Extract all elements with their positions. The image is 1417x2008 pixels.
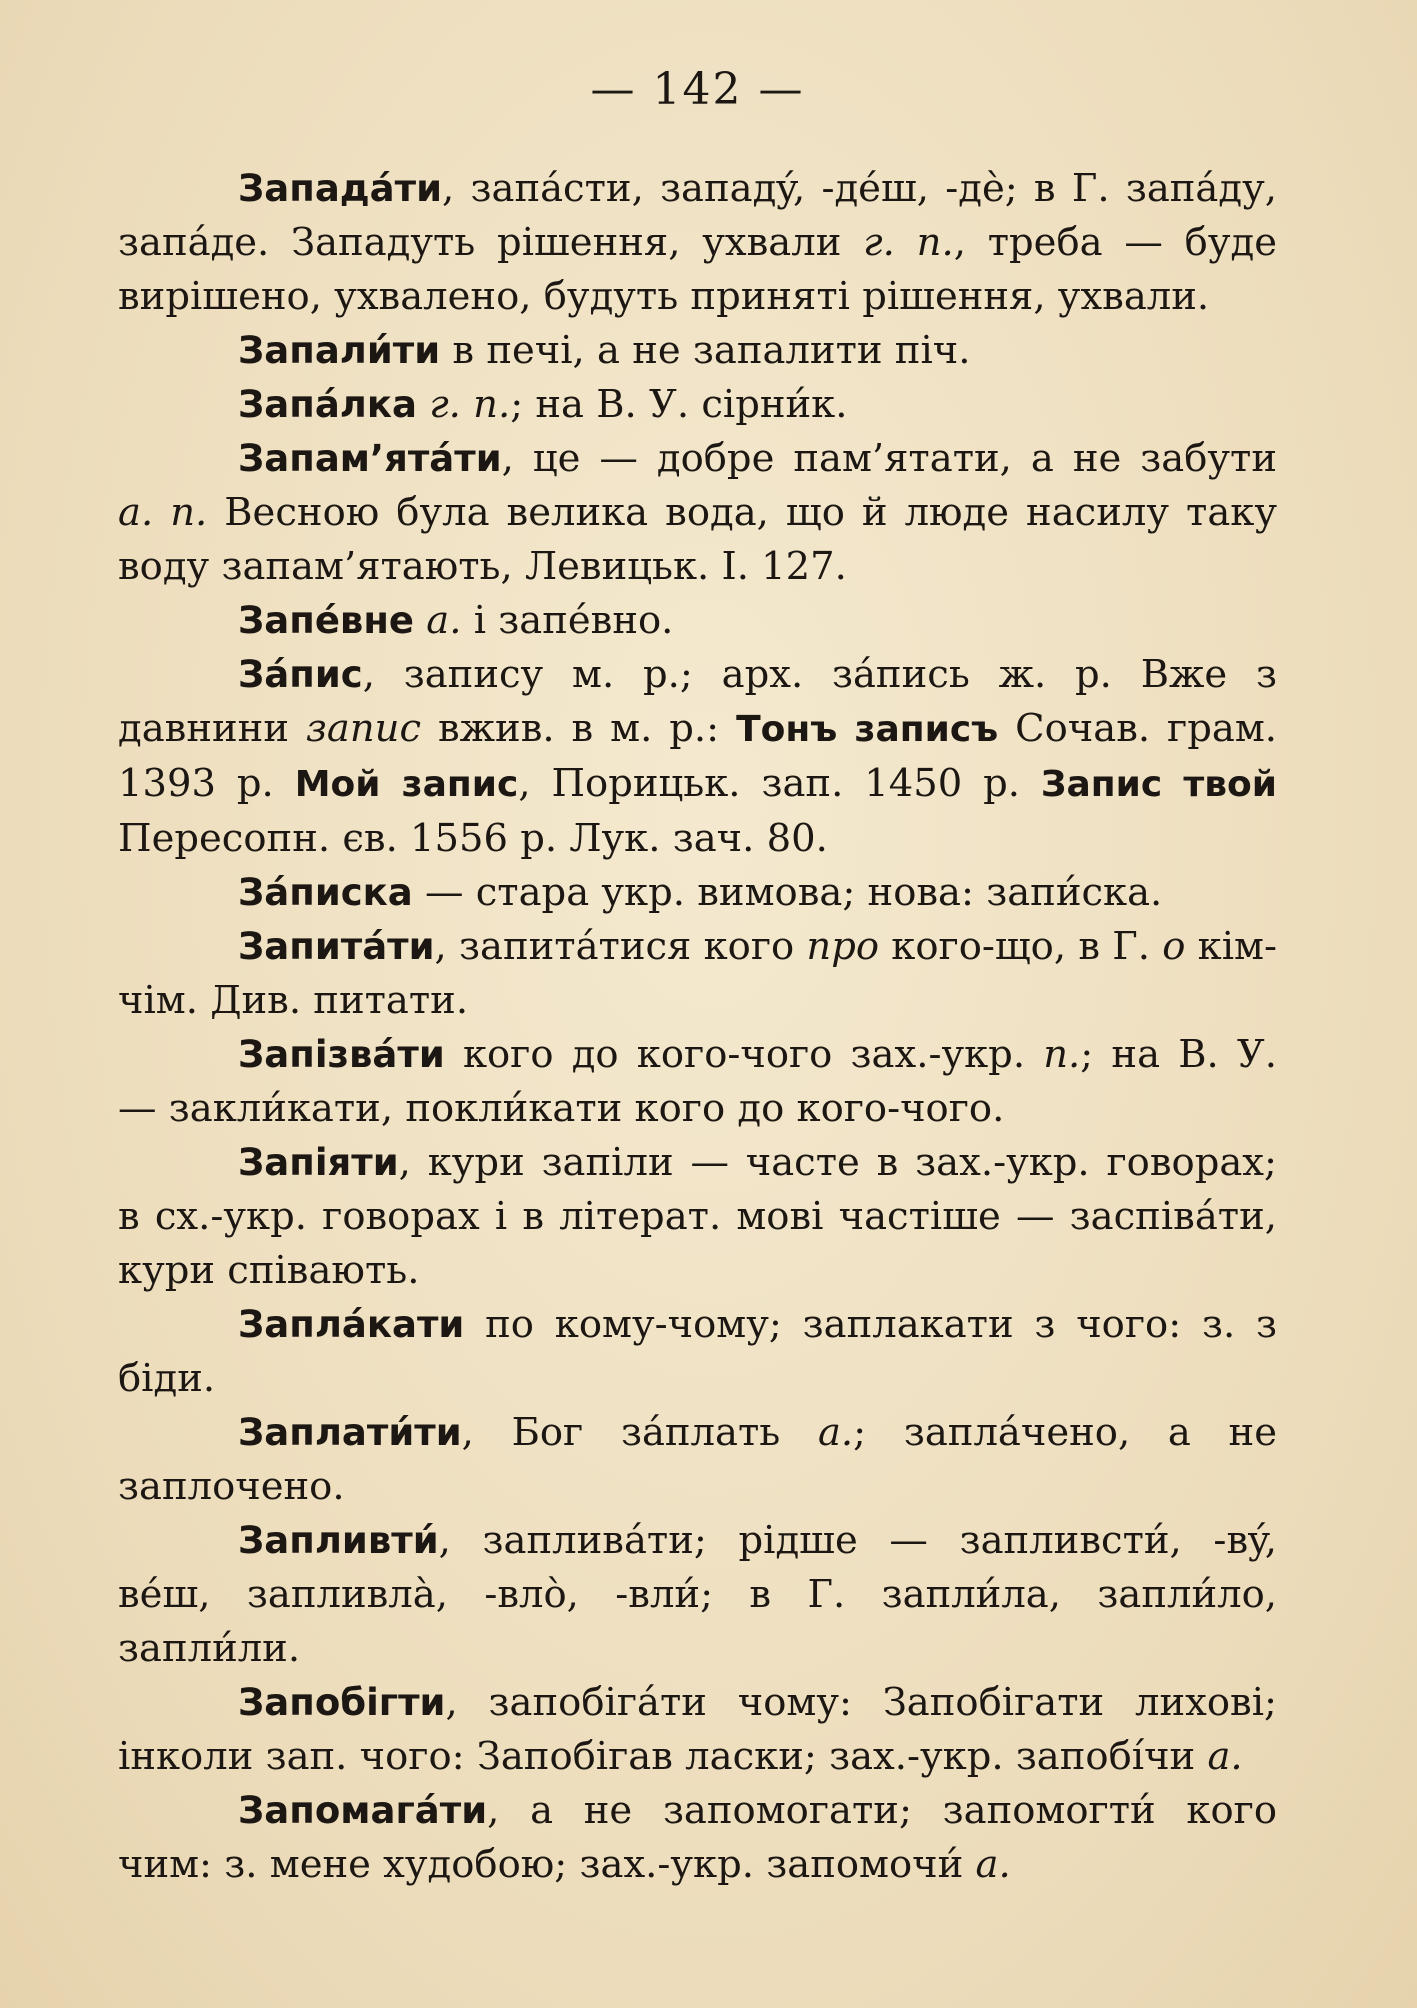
headword: Запам’ятáти [238,437,502,480]
headword: Запобігти [238,1681,446,1724]
entry-list [118,162,1277,1892]
entry-text: , Бог зáплать [461,1410,818,1455]
dictionary-entry [118,1136,1277,1298]
dictionary-entry [118,1028,1277,1136]
entry-text: в печі, а не запалити піч. [440,328,971,373]
dictionary-entry [118,432,1277,594]
entry-text: , запитáтися кого [434,924,807,969]
italic-text: г. п. [429,382,511,427]
italic-text: запис [305,706,422,751]
dictionary-entry [118,866,1277,920]
headword: Запіяти [238,1141,399,1184]
entry-text: кім-чім. Див. питати. [118,924,1277,1023]
dictionary-entry [118,1784,1277,1892]
old-script-text: Запис твой [1040,764,1278,805]
entry-text: , це — добре пам’ятати, а не забути [501,436,1277,481]
entry-text: , кури запіли — часте в зах.-укр. говорах; в сх.-укр. говорах і в літерат. мові частіше — заспівáти, кури співають. [118,1140,1277,1293]
dictionary-entry [118,1406,1277,1514]
entry-text: , запáсти, западý, -дéш, -дѐ; в Г. запáду, запáде. Западуть рішення, ухвали [118,166,1277,265]
entry-text: , запливáти; рідше — запливсти́, -вý, вéш, запливлà, -влò, -вли́; в Г. запли́ла, запли́ло, запли́ли. [118,1518,1277,1671]
headword: Заплати́ти [238,1411,462,1454]
dictionary-entry [118,920,1277,1028]
italic-text: п. [1043,1032,1081,1077]
dictionary-entry [118,1298,1277,1406]
old-script-text: Тонъ записъ [736,709,999,750]
headword: Запомагáти [238,1789,488,1832]
headword: Запитáти [238,925,435,968]
italic-text: о [1162,924,1186,969]
headword: Запéвне [238,599,414,642]
italic-text: а. [1207,1734,1243,1779]
entry-text: ; заплáчено, а не заплочено. [118,1410,1277,1509]
entry-text: , а не запомогати; запомогти́ кого чим: з. мене худобою; зах.-укр. запомочи́ [118,1788,1277,1887]
entry-text: , запобігáти чому: Запобігати лихові; інколи зап. чого: Запобігав ласки; зах.-укр. запобíчи [118,1680,1277,1779]
entry-text: по кому-чому; заплакати з чого: з. з біди. [118,1302,1277,1401]
entry-text: , треба — буде вирішено, ухвалено, будуть приняті рішення, ухвали. [118,220,1277,319]
italic-text: а. [975,1842,1011,1887]
headword: Зáпис [238,653,363,696]
headword: Запали́ти [238,329,441,372]
entry-text: Сочав. грам. 1393 р. [118,706,1278,806]
entry-text: кого до кого-чого зах.-укр. [444,1032,1044,1077]
dictionary-entry [118,324,1277,378]
dictionary-entry [118,648,1277,866]
headword: Запізвáти [238,1033,445,1076]
page-number: — 142 — [590,64,805,115]
old-script-text: Мой запис [294,764,519,805]
italic-text: а. [817,1410,854,1455]
entry-text: і запéвно. [461,598,674,643]
entry-text [417,382,429,427]
entry-text: Весною була велика вода, що й люде насилу таку воду запам’ятають, Левицьк. І. 127. [118,490,1277,589]
headword: Западáти [238,167,443,210]
entry-text: ; на В. У. — закли́кати, покли́кати кого до кого-чого. [118,1032,1277,1131]
italic-text: а. [426,598,462,643]
entry-text: — стара укр. вимова; нова: запи́ска. [412,870,1163,915]
dictionary-entry [118,1514,1277,1676]
italic-text: про [806,924,880,969]
italic-text: г. п. [863,220,954,265]
headword: Зáписка [238,871,413,914]
headword: Запливти́ [238,1519,439,1562]
headword: Запáлка [238,383,417,426]
dictionary-entry [118,162,1277,324]
headword: Заплáкати [238,1303,465,1346]
entry-text: ; на В. У. сірни́к. [510,382,848,427]
entry-text: кого-що, в Г. [879,924,1163,969]
dictionary-entry [118,594,1277,648]
italic-text: а. п. [118,490,208,535]
entry-text: Пересопн. єв. 1556 р. Лук. зач. 80. [118,816,828,861]
entry-text: , Порицьк. зап. 1450 р. [518,761,1041,806]
dictionary-entry [118,1676,1277,1784]
dictionary-entry [118,378,1277,432]
entry-text [414,598,426,643]
entry-text: , запису м. р.; арх. зáпись ж. р. Вже з давнини [118,652,1277,751]
entry-text: вжив. в м. р.: [421,706,737,751]
